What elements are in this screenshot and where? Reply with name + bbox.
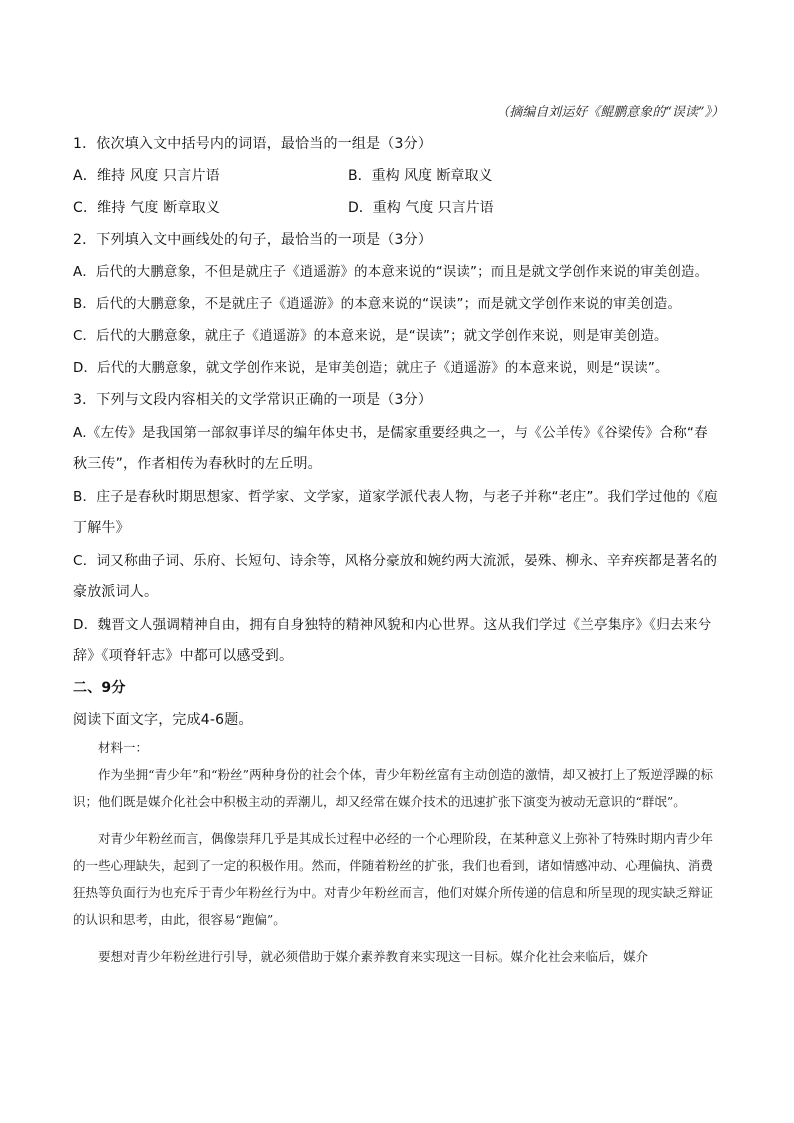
option-a: A．后代的大鹏意象，不但是就庄子《逍遥游》的本意来说的“误读”；而且是就文学创作来说的审美创造。: [73, 265, 709, 280]
question-stem: 3．下列与文段内容相关的文学常识正确的一项是（3分）: [73, 392, 433, 408]
question-stem: 2．下列填入文中画线处的句子，最恰当的一项是（3分）: [73, 232, 433, 248]
option-c: C．后代的大鹏意象，就庄子《逍遥游》的本意来说，是“误读”；就文学创作来说，则是审美创造。: [73, 329, 668, 344]
option-a: A．维持 风度 只言片语: [73, 168, 220, 184]
option-d: D．重构 气度 只言片语: [348, 200, 494, 216]
option-a-line-2: 秋三传”，作者相传为春秋时的左丘明。: [73, 456, 322, 472]
option-b: B．重构 风度 断章取义: [348, 168, 493, 184]
option-d-line-1: D．魏晋文人强调精神自由，拥有自身独特的精神风貌和内心世界。这从我们学过《兰亭集序》《归去来兮: [73, 617, 712, 633]
option-a-line-1: A.《左传》是我国第一部叙事详尽的编年体史书，是儒家重要经典之一，与《公羊传》《谷梁传》合称“春: [73, 425, 708, 441]
option-b: B．后代的大鹏意象，不是就庄子《逍遥游》的本意来说的“误读”；而是就文学创作来说的审美创造。: [73, 297, 682, 312]
material-body: [73, 734, 713, 970]
question-stem: 1．依次填入文中括号内的词语，最恰当的一组是（3分）: [73, 136, 433, 152]
source-note: （摘编自刘运好《鲲鹏意象的“误读”》）: [496, 105, 724, 120]
option-c-line-1: C．词又称曲子词、乐府、长短句、诗余等，风格分豪放和婉约两大流派，晏殊、柳永、辛弃疾都是著名的: [73, 553, 718, 569]
material-paragraph: 对青少年粉丝而言，偶像崇拜几乎是其成长过程中必经的一个心理阶段，在某种意义上弥补了特殊时期内青少年的一些心理缺失，起到了一定的积极作用。然而，伴随着粉丝的扩张，我们也看到，诸如情感冲动、心理偏执、消费狂热等负面行为也充斥于青少年粉丝行为中。对青少年粉丝而言，他们对媒介所传递的信息和所呈现的现实缺乏辩证的认识和思考，由此，很容易“跑偏”。: [73, 831, 713, 927]
reading-instruction: 阅读下面文字，完成4-6题。: [73, 712, 253, 728]
material-paragraph: 作为坐拥“青少年”和“粉丝”两种身份的社会个体，青少年粉丝富有主动创造的激情，却又被打上了叛逆浮躁的标识；他们既是媒介化社会中积极主动的弄潮儿，却又经常在媒介技术的迅速扩张下演变为被动无意识的“群氓”。: [73, 767, 713, 809]
option-c: C．维持 气度 断章取义: [73, 200, 221, 216]
option-c-line-2: 豪放派词人。: [73, 584, 159, 600]
option-b-line-2: 丁解牛》: [73, 520, 130, 536]
section-heading: 二、9分: [73, 680, 126, 696]
option-d: D．后代的大鹏意象，就文学创作来说，是审美创造；就庄子《逍遥游》的本意来说，则是“误读”。: [73, 361, 669, 376]
option-d-line-2: 辞》《项脊轩志》中都可以感受到。: [73, 648, 294, 664]
material-label: 材料一：: [98, 740, 149, 755]
option-b-line-1: B．庄子是春秋时期思想家、哲学家、文学家，道家学派代表人物，与老子并称“老庄”。我们学过他的《庖: [73, 489, 718, 505]
material-paragraph: 要想对青少年粉丝进行引导，就必须借助于媒介素养教育来实现这一目标。媒介化社会来临后，媒介: [98, 949, 649, 964]
